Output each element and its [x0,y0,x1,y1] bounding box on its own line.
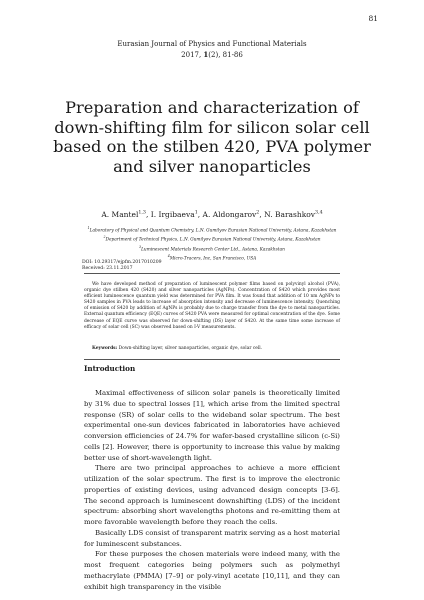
journal-name: Eurasian Journal of Physics and Functional Materials [117,40,307,48]
doi-link[interactable]: DOI: 10.29317/ejpfm.2017010209 [82,260,162,265]
journal-pages: (2), 81-86 [208,50,243,59]
paragraph: Maximal effectiveness of silicon solar panels is theoretically limited by 31% due to spectral losses [1], which arise from the limited spectral response (SR) of solar cells to the wideband solar spectrum. The best experimental one-sun devices fabricated in laboratories have achieved conversion efficiencies of 24.7% for wafer-based crystalline silicon (c-Si) cells [2]. However, there is opportunity to increase this value by making better use of short-wavelength light. [84,389,340,462]
author: I. Irgibaeva$^1$ [150,210,198,219]
abstract-bottom-rule [84,359,340,360]
received-date: Received: 23.11.2017 [82,266,133,271]
affiliation: $^4$Micro-Tracers, Inc, San Francisco, USA [167,254,257,262]
author: A. Aldongarov$^2$ [202,210,260,219]
paragraph: For these purposes the chosen materials were indeed many, with the most frequent categories being polymers such as polymethyl methacrylate (PMMA) [7–9] or poly-vinyl acetate [10,11], and they can exhibit high transparency in the visible [84,550,340,591]
paper-title: Preparation and characterization of down-shifting film for silicon solar cell based on the stilben 420, PVA polymer and silver nanoparticles [53,98,371,176]
keywords-label: Keywords: [92,346,118,351]
affiliation: $^1$Laboratory of Physical and Quantum Chemistry, L.N. Gumilyov Eurasian National University, Astana, Kazakhstan [87,226,337,234]
abstract: We have developed method of preparation of luminescent polymer films based on polyvinyl alcohol (PVA), organic dye stilben 420 (S420) and silver nanoparticles (AgNPs). Concentration of S420 which provides most efficient luminescence quantum yield was determined for PVA film. It was found that addition of 10 nm AgNPs to S420 samples in PVA leads to increase of absorption intensity and decrease of luminescence intensity. Quenching of emission of S420 by addition of AgNPs is probably due to charge transfer from the dye to metal nanoparticles. External quantum efficiency (EQE) curves of S420 PVA were measured for optimal concentration of the dye. Some decrease of EQE curve was observed for down-shifting (DS) layer of S420. At the same time some increase of efficacy of solar cell (SC) was observed based on I-V measurements. [84,282,340,330]
page-number: 81 [368,14,378,23]
article-meta [82,260,162,272]
journal-year: 2017, [181,50,204,59]
affiliation: $^3$Luminescent Materials Research Center Ltd., Astana, Kazakhstan [139,244,285,253]
body-text [84,388,340,592]
paragraph: Basically LDS consist of transparent matrix serving as a host material for luminescent substances. [84,528,340,548]
author: N. Barashkov$^{3,4}$ [264,210,323,219]
journal-header [0,40,424,60]
section-heading-introduction: Introduction [84,364,136,373]
journal-volume: 1 [203,49,209,59]
abstract-top-rule [84,273,340,274]
author-list: A. Mantel$^{1,3}$, I. Irgibaeva$^1$, A. Aldongarov$^2$, N. Barashkov$^{3,4}$ [101,210,323,219]
keywords-text: Down-shifting layer, silver nanoparticles, organic dye, solar cell. [118,346,263,351]
journal-issue [0,50,424,61]
paragraph: There are two principal approaches to achieve a more efficient utilization of the solar spectrum. The first is to improve the electronic properties of existing devices, using advanced design concepts [3-6]. The second approach is luminescent downshifting (LDS) of the incident spectrum: absorbing short wavelengths photons and re-emitting them at more favorable wavelength before they reach the cells. [84,464,340,526]
affiliation-list [0,225,424,263]
keywords [92,346,340,352]
author: A. Mantel$^{1,3}$ [101,210,146,219]
affiliation: $^2$Department of Technical Physics, L.N. Gumilyov Eurasian National University, Astana, Kazakhstan [103,235,321,243]
